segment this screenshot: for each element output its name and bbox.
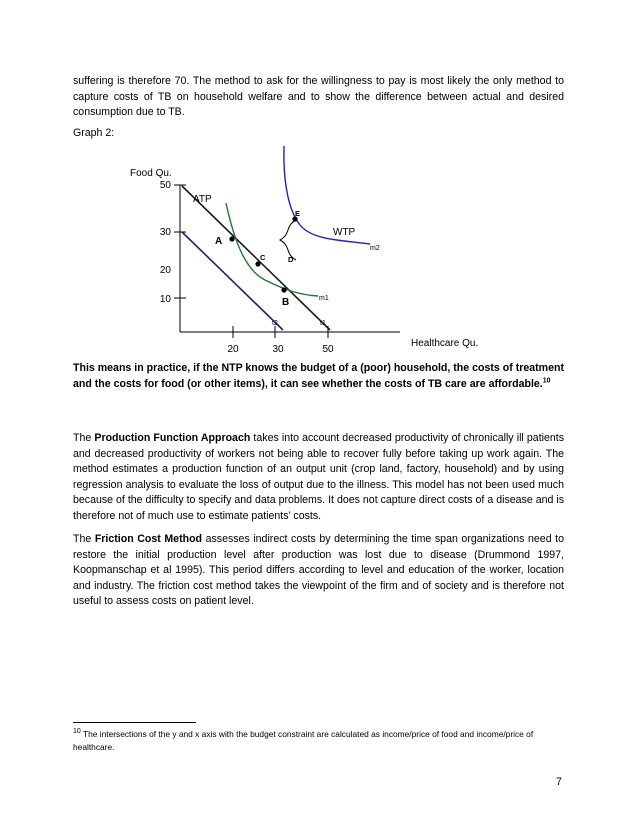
x-tick-label: 50 (322, 344, 334, 355)
point-b (281, 287, 286, 292)
footnote-number: 10 (73, 728, 81, 736)
curve-label-atp: ATP (193, 194, 212, 205)
friction-cost-term: Friction Cost Method (94, 533, 203, 545)
curve-label-t1: t1 (320, 320, 326, 327)
y-tick-label: 20 (159, 265, 171, 276)
brace-d-e (280, 220, 296, 260)
indifference-curve-m2 (284, 146, 370, 244)
x-tick-label: 30 (272, 344, 284, 355)
point-label-d: D (288, 255, 294, 264)
point-label-c: C (260, 253, 266, 262)
y-tick-label: 30 (159, 227, 171, 238)
y-tick-label: 10 (159, 294, 171, 305)
footnote (73, 728, 564, 753)
production-function-paragraph (73, 431, 564, 525)
budget-line-t1 (182, 186, 330, 330)
y-axis-label: Food Qu. (130, 168, 172, 179)
production-function-term: Production Function Approach (94, 432, 251, 444)
y-tick-label: 50 (159, 180, 171, 191)
footnote-divider (73, 722, 196, 723)
curve-label-t2: t2 (272, 320, 278, 327)
friction-cost-text: assesses indirect costs by determining the time span organizations need to restore the initial production level after production was lost due to disease (Drummond 1997, Koopmanschap et al 1995). This period differs according to level and education of the worker, location and industry. The friction cost method takes the viewpoint of the firm and of society and is therefore not useful to assess costs on patient level. (73, 533, 564, 608)
intro-paragraph: suffering is therefore 70. The method to ask for the willingness to pay is most likely the only method to capture costs of TB on household welfare and to show the difference between actual and desired consumption due to TB. (73, 75, 564, 119)
point-label-b: B (282, 297, 290, 308)
atp-wtp-graph (100, 140, 500, 360)
friction-cost-prefix: The (73, 533, 95, 545)
graph-caption: Graph 2: (73, 127, 115, 139)
footnote-ref[interactable]: 10 (542, 377, 551, 385)
x-tick-label: 20 (227, 344, 239, 355)
curve-label-m2: m2 (370, 245, 380, 252)
indifference-curve-m1 (226, 203, 318, 296)
conclusion-text: This means in practice, if the NTP knows the budget of a (poor) household, the costs of treatment and the costs for food (or other items), it can see whether the costs of TB care are affordable. (73, 362, 564, 390)
point-label-a: A (215, 236, 223, 247)
conclusion-paragraph (73, 361, 564, 392)
curve-label-m1: m1 (319, 295, 329, 302)
curve-label-wtp: WTP (333, 227, 356, 238)
friction-cost-paragraph (73, 532, 564, 610)
production-function-text: takes into account decreased productivity of chronically ill patients and decreased productivity of workers not being able to recover fully before taking up work again. The method estimates a production function of an output unit (crop land, factory, household) and by using regression analysis to evaluate the loss of output due to the illness. This model has not been used much because of the difficulty to specify and data problems. It does not capture direct costs of a disease and is therefore not of much use to estimate patients’ costs. (73, 432, 565, 522)
page-number: 7 (556, 776, 562, 788)
point-c (255, 261, 260, 266)
footnote-text: The intersections of the y and x axis with the budget constraint are calculated as income/price of food and income/price of healthcare. (73, 729, 534, 752)
point-a (229, 236, 234, 241)
production-function-prefix: The (73, 432, 95, 444)
point-label-e: E (295, 209, 301, 218)
x-axis-label: Healthcare Qu. (411, 338, 479, 349)
